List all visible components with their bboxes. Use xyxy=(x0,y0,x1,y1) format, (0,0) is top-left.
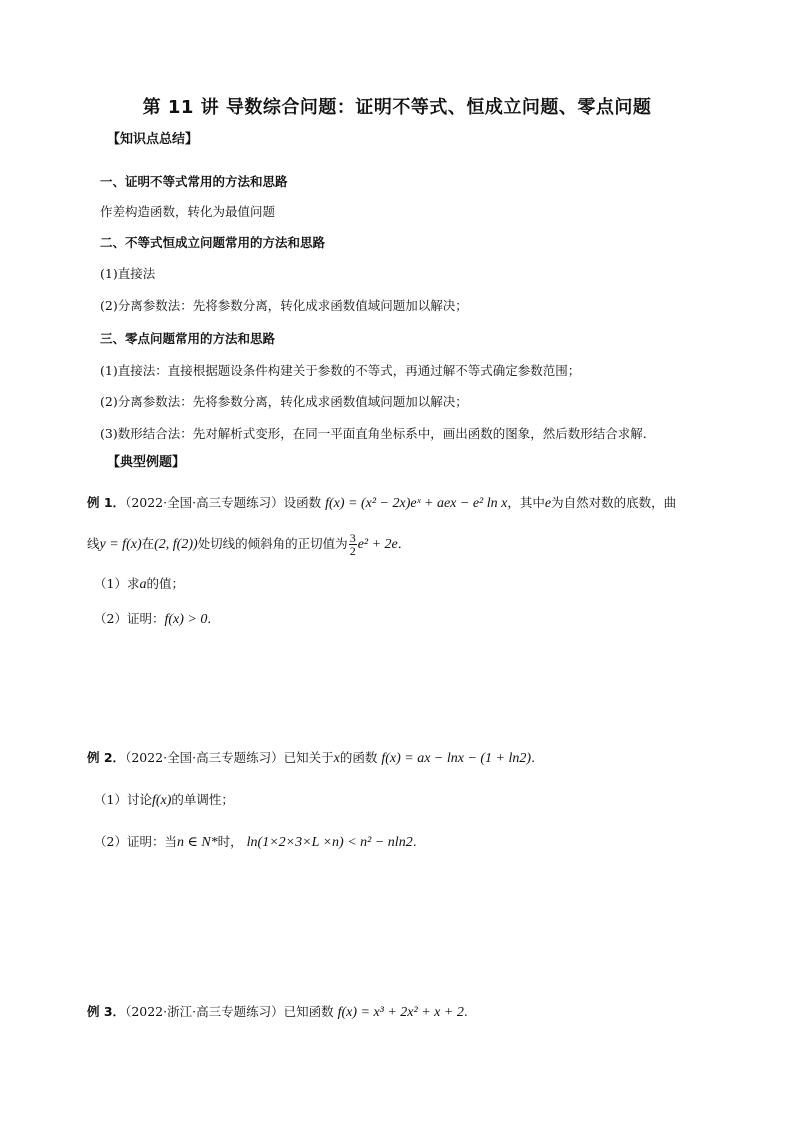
fraction-numerator: 3 xyxy=(349,531,356,545)
example-2-q1-expr: f(x) xyxy=(151,793,172,808)
example-3-end: . xyxy=(463,1004,468,1019)
example-3-line-1 xyxy=(87,1003,468,1022)
example-2-source: （2022·全国·高三专题练习） xyxy=(125,750,284,765)
example-2-label: 例 2． xyxy=(87,750,126,765)
example-1-slope-fraction xyxy=(349,532,357,557)
examples-heading: 【典型例题】 xyxy=(107,455,186,470)
example-1-q1-var: a xyxy=(139,577,147,592)
example-2-q2-expr: ln(1×2×3×L ×n) < n² − nln2 xyxy=(246,835,413,850)
example-1-q1-a: （1）求 xyxy=(94,576,140,591)
example-1-source: （2022·全国·高三专题练习） xyxy=(125,495,284,510)
example-1-question-1 xyxy=(94,575,184,594)
example-1-q2-expr: f(x) > 0 xyxy=(164,612,208,627)
example-1-label: 例 1． xyxy=(87,495,126,510)
example-3-lead: 已知函数 xyxy=(283,1004,334,1019)
example-1-tail: 为自然对数的底数，曲 xyxy=(551,495,677,510)
example-3-label: 例 3． xyxy=(87,1004,126,1019)
section-1-text: 作差构造函数，转化为最值问题 xyxy=(100,204,276,219)
example-2-q2-b: 时， xyxy=(217,834,243,849)
example-1-line2-a: 线 xyxy=(87,536,100,551)
example-3-formula: f(x) = x³ + 2x² + x + 2 xyxy=(337,1005,464,1020)
example-1-e-symbol: e xyxy=(544,496,552,511)
example-2-q1-a: （1）讨论 xyxy=(94,792,152,807)
example-1-slope-rest: e² + 2e xyxy=(357,537,398,552)
example-1-mid: ，其中 xyxy=(507,495,545,510)
example-1-q1-b: 的值； xyxy=(146,576,184,591)
example-2-question-1 xyxy=(94,791,234,810)
section-3-title: 三、零点问题常用的方法和思路 xyxy=(100,331,276,346)
example-1-q2-b: ． xyxy=(207,611,220,626)
section-3-item-3: (3)数形结合法：先对解析式变形，在同一平面直角坐标系中，画出函数的图象，然后数形结合求解． xyxy=(100,426,656,441)
fraction-denominator: 2 xyxy=(349,544,356,558)
example-2-formula: f(x) = ax − lnx − (1 + ln2) xyxy=(381,751,532,766)
example-2-var: x xyxy=(333,751,340,766)
page-title: 第 11 讲 导数综合问题：证明不等式、恒成立问题、零点问题 xyxy=(142,97,652,118)
example-1-line2-end: ． xyxy=(397,536,411,551)
section-3-item-2: (2)分离参数法：先将参数分离，转化成求函数值域问题加以解决； xyxy=(100,394,468,409)
knowledge-heading: 【知识点总结】 xyxy=(107,132,199,147)
example-1-q2-a: （2）证明： xyxy=(94,611,165,626)
section-1-title: 一、证明不等式常用的方法和思路 xyxy=(100,174,288,189)
example-1-formula: f(x) = (x² − 2x)eˣ + aex − e² ln x xyxy=(325,496,508,511)
section-2-item-2: (2)分离参数法：先将参数分离，转化成求函数值域问题加以解决； xyxy=(100,298,468,313)
example-1-curve: y = f(x) xyxy=(99,537,142,552)
example-1-line-1 xyxy=(87,494,676,513)
example-2-q1-b: 的单调性； xyxy=(171,792,234,807)
example-2-line-1 xyxy=(87,749,535,768)
example-1-line2-c: 处切线的倾斜角的正切值为 xyxy=(197,536,348,551)
example-1-line-2 xyxy=(87,532,410,557)
example-2-mid: 的函数 xyxy=(339,750,378,765)
example-1-line2-b: 在 xyxy=(141,536,155,551)
example-2-question-2 xyxy=(94,833,417,852)
example-2-lead: 已知关于 xyxy=(283,750,334,765)
section-2-item-1: (1)直接法 xyxy=(100,266,156,281)
section-3-item-1: (1)直接法：直接根据题设条件构建关于参数的不等式，再通过解不等式确定参数范围； xyxy=(100,363,581,378)
example-2-q2-cond: n ∈ N* xyxy=(176,835,218,850)
example-2-end: . xyxy=(531,750,536,765)
section-2-title: 二、不等式恒成立问题常用的方法和思路 xyxy=(100,235,326,250)
example-2-q2-a: （2）证明：当 xyxy=(94,834,177,849)
example-1-point: (2, f(2)) xyxy=(154,537,198,552)
example-3-source: （2022·浙江·高三专题练习） xyxy=(125,1004,284,1019)
example-1-lead: 设函数 xyxy=(283,495,322,510)
example-2-q2-end: . xyxy=(412,834,417,849)
example-1-question-2 xyxy=(94,610,220,629)
